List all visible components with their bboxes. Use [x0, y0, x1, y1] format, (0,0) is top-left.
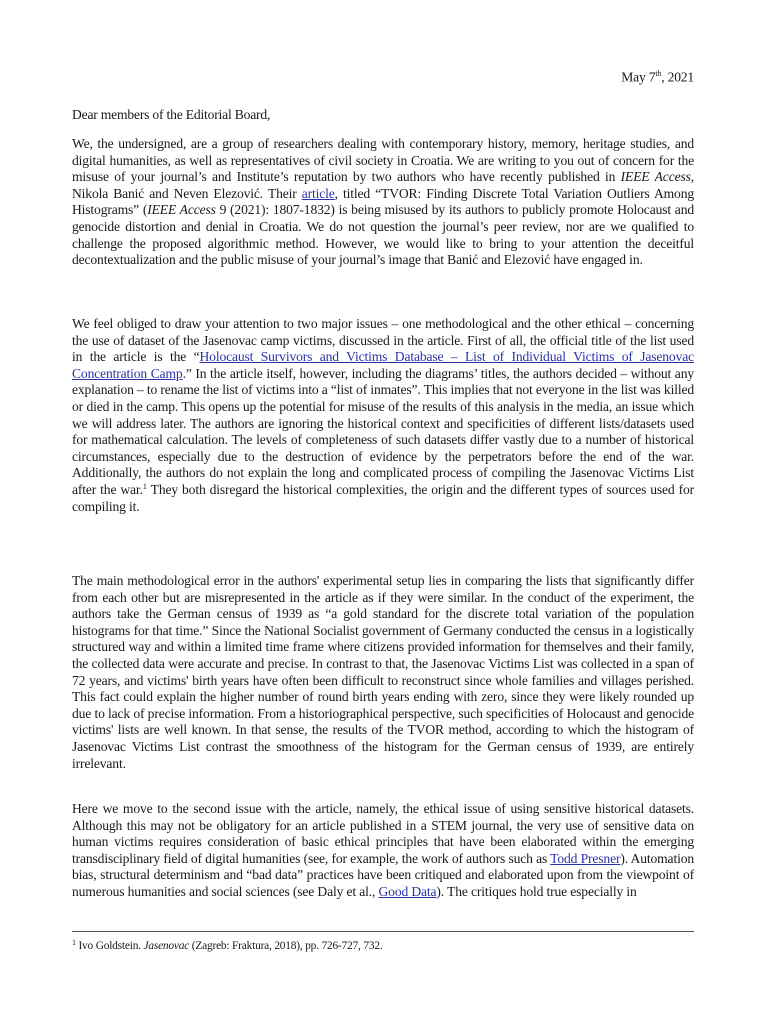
paragraph-methodological-error: The main methodological error in the authors' experimental setup lies in comparing the lists that significantly differ from each other but are misrepresented in the article as if they were similar. In the conduct of the experiment, the authors take the German census of 1939 as “a gold standard for the discrete total variation of the population histograms for that time.” Since the National Socialist government of Germany conducted the census in a logistically structured way and within a limited time frame where citizens provided information for themselves and their family, the collected data were accurate and precise. In contrast to that, the Jasenovac Victims List was collected in a span of 72 years, and victims' birth years have often been difficult to reconstruct since whole families and villages perished. This fact could explain the higher number of round birth years ending with zero, since they were likely rounded up due to lack of precise information. From a historiographical perspective, such specificities of Holocaust and genocide victims' lists are well known. In that sense, the results of the TVOR method, according to which the histogram of Jasenovac Victims List contrast the smoothness of the histogram for the German census of 1939, are entirely irrelevant. [72, 573, 694, 771]
salutation: Dear members of the Editorial Board, [72, 107, 271, 122]
footnote-number: 1 [72, 938, 76, 947]
letter-date: May 7th, 2021 [621, 69, 694, 85]
footnote-separator [72, 931, 694, 932]
journal-name: IEEE Access [620, 169, 691, 185]
journal-name: IEEE Access [147, 202, 216, 218]
paragraph-ethical-issue: Here we move to the second issue with the article, namely, the ethical issue of using sensitive historical datasets. Although this may not be obligatory for an article published in a STEM journal, the very use of sensitive data on human victims requires consideration of basic ethical principles that have been elaborated within the emerging transdisciplinary field of digital humanities (see, for example, the work of authors such as Todd Presner). Automation bias, structural determinism and “bad data” practices have been critiqued and elaborated upon from the viewpoint of numerous humanities and social sciences (see Daly et al., Good Data). The critiques hold true especially in [72, 801, 694, 899]
good-data-link[interactable]: Good Data [378, 883, 437, 899]
book-title: Jasenovac [143, 940, 190, 952]
footnote-reference[interactable]: 1 [142, 480, 147, 491]
footnote: $^1$ Ivo Goldstein. Jasenovac (Zagreb: Fraktura, 2018), pp. 726-727, 732. [72, 938, 383, 952]
paragraph-issues: We feel obliged to draw your attention to two major issues – one methodological and the other ethical – concerning the use of dataset of the Jasenovac camp victims, discussed in the article. First of all, the official title of the list used in the article is the “Holocaust Survivors and Victims Database – List of Individual Victims of Jasenovac Concentration Camp.” In the article itself, however, including the diagrams’ titles, the authors decided – without any explanation – to rename the list of victims into a “list of inmates”. This implies that not everyone in the list was killed or died in the camp. This opens up the potential for misuse of the results of this analysis in the media, an issue which we will address later. The authors are ignoring the historical context and specificities of different lists/datasets used for mathematical calculation. The levels of completeness of such datasets differ vastly due to a number of historical circumstances, especially due to the destruction of evidence by the perpetrators before the end of the war. Additionally, the authors do not explain the long and complicated process of compiling the Jasenovac Victims List after the war.$^1$ They both disregard the historical complexities, the origin and the different types of sources used for compiling it. [72, 316, 694, 514]
article-link[interactable]: article [301, 185, 335, 201]
database-link[interactable]: Holocaust Survivors and Victims Database – List of Individual Victims of Jasenovac Concentration Camp [72, 349, 694, 381]
todd-presner-link[interactable]: Todd Presner [550, 850, 621, 866]
paragraph-introduction: We, the undersigned, are a group of researchers dealing with contemporary history, memory, heritage studies, and digital humanities, as well as representatives of civil society in Croatia. We are writing to you out of concern for the misuse of your journal’s and Institute’s reputation by two authors who have recently published in IEEE Access, Nikola Banić and Neven Elezović. Their article, titled “TVOR: Finding Discrete Total Variation Outliers Among Histograms” (IEEE Access 9 (2021): 1807-1832) is being misused by its authors to publicly promote Holocaust and genocide distortion and denial in Croatia. We do not question the journal’s peer review, nor are we qualified to challenge the proposed algorithmic method. However, we would like to bring to your attention the deceitful decontextualization and the public misuse of your journal’s image that Banić and Elezović have engaged in. [72, 136, 694, 268]
